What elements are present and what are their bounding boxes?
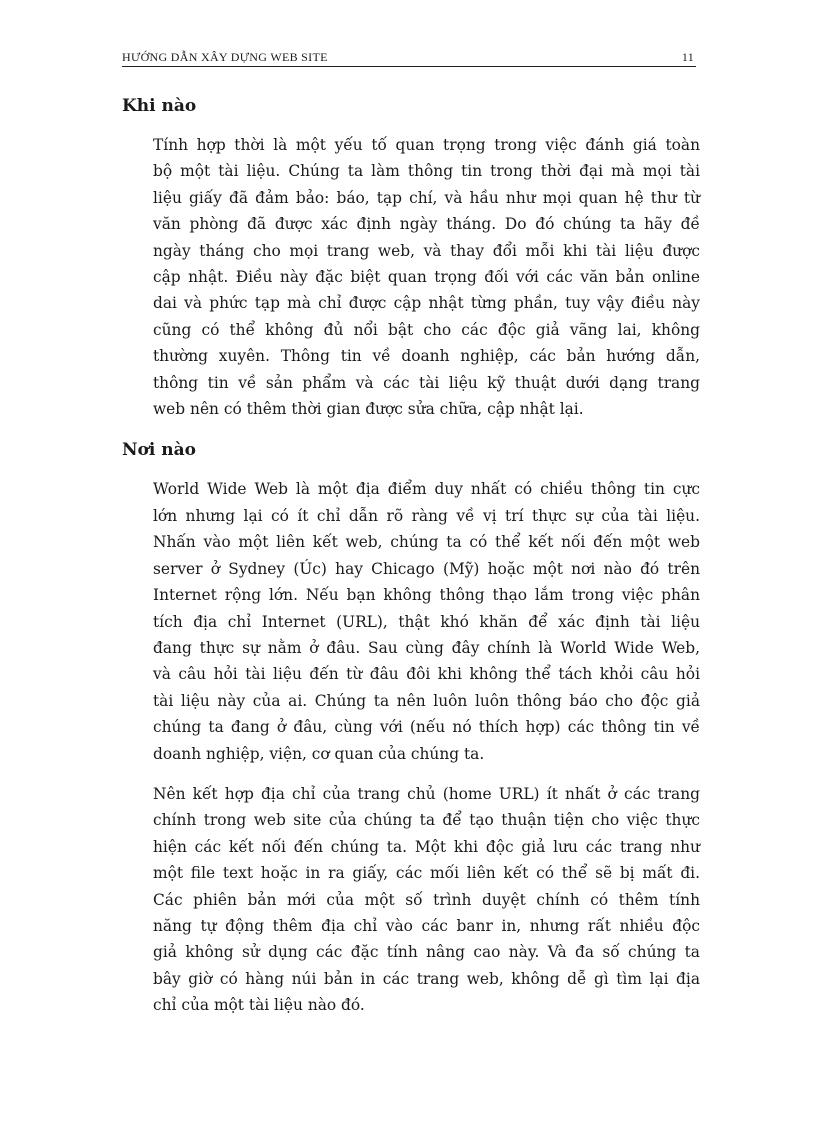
text-line: Tính hợp thời là một yếu tố quan trọng trong việc đánh giá toàn [153,136,700,154]
text-line: chúng ta đang ở đâu, cùng với (nếu nó thích hợp) các thông tin về [153,718,700,737]
text-line: lớn nhưng lại có ít chỉ dẫn rõ ràng về vị trí thực sự của tài liệu. [153,506,700,525]
section-heading-khi-nao: Khi nào [122,96,197,116]
section-heading-noi-nao: Nơi nào [122,440,196,461]
text-line: Các phiên bản mới của một số trình duyệt chính có thêm tính [153,890,700,909]
text-line: và câu hỏi tài liệu đến từ đâu đôi khi không thể tách khỏi câu hỏi [153,665,700,684]
page-number: 11 [681,50,694,64]
text-line: giả không sử dụng các đặc tính nâng cao này. Và đa số chúng ta [153,943,700,962]
text-line: cập nhật. Điều này đặc biệt quan trọng đối với các văn bản online [153,268,700,287]
text-line: văn phòng đã được xác định ngày tháng. Do đó chúng ta hãy đề [153,215,700,234]
text-line: thông tin về sản phẩm và các tài liệu kỹ thuật dưới dạng trang [153,373,700,392]
page-content [122,92,700,1019]
running-header [122,50,696,67]
paragraph-noi-nao-1 [153,476,700,766]
text-line: bộ một tài liệu. Chúng ta làm thông tin trong thời đại mà mọi tài [153,162,700,181]
text-line: đang thực sự nằm ở đâu. Sau cùng đây chính là World Wide Web, [153,638,700,657]
text-line: cũng có thể không đủ nổi bật cho các độc giả vãng lai, không [153,320,700,339]
paragraph-khi-nao [153,132,700,422]
text-line: liệu giấy đã đảm bảo: báo, tạp chí, và hầu như mọi quan hệ thư từ [153,188,700,207]
text-line: tích địa chỉ Internet (URL), thật khó khăn để xác định tài liệu [153,612,700,631]
text-line: hiện các kết nối đến chúng ta. Một khi độc giả lưu các trang như [153,837,700,856]
text-line: tài liệu này của ai. Chúng ta nên luôn luôn thông báo cho độc giả [153,691,700,710]
paragraph-noi-nao-2 [153,781,700,1019]
text-line: chính trong web site của chúng ta để tạo thuận tiện cho việc thực [153,811,700,830]
text-line: doanh nghiệp, viện, cơ quan của chúng ta. [153,744,485,763]
text-line: thường xuyên. Thông tin về doanh nghiệp, các bản hướng dẫn, [153,347,700,366]
text-line: bây giờ có hàng núi bản in các trang web, không dễ gì tìm lại địa [153,969,700,988]
running-header-title: HƯỚNG DẪN XÂY DỰNG WEB SITE [122,50,328,64]
text-line: một file text hoặc in ra giấy, các mối liên kết có thể sẽ bị mất đi. [153,864,700,883]
text-line: server ở Sydney (Úc) hay Chicago (Mỹ) hoặc một nơi nào đó trên [153,559,700,578]
text-line: chỉ của một tài liệu nào đó. [153,996,365,1015]
text-line: dai và phức tạp mà chỉ được cập nhật từng phần, tuy vậy điều này [153,294,700,313]
text-line: Nên kết hợp địa chỉ của trang chủ (home URL) ít nhất ở các trang [153,784,700,803]
text-line: năng tự động thêm địa chỉ vào các banr in, nhưng rất nhiều độc [153,916,700,935]
text-line: World Wide Web là một địa điểm duy nhất có chiều thông tin cực [153,480,700,499]
text-line: Internet rộng lớn. Nếu bạn không thông thạo lắm trong việc phân [153,586,700,605]
text-line: Nhấn vào một liên kết web, chúng ta có thể kết nối đến một web [153,533,700,552]
text-line: ngày tháng cho mọi trang web, và thay đổi mỗi khi tài liệu được [153,241,700,260]
text-line: web nên có thêm thời gian được sửa chữa, cập nhật lại. [153,400,584,419]
